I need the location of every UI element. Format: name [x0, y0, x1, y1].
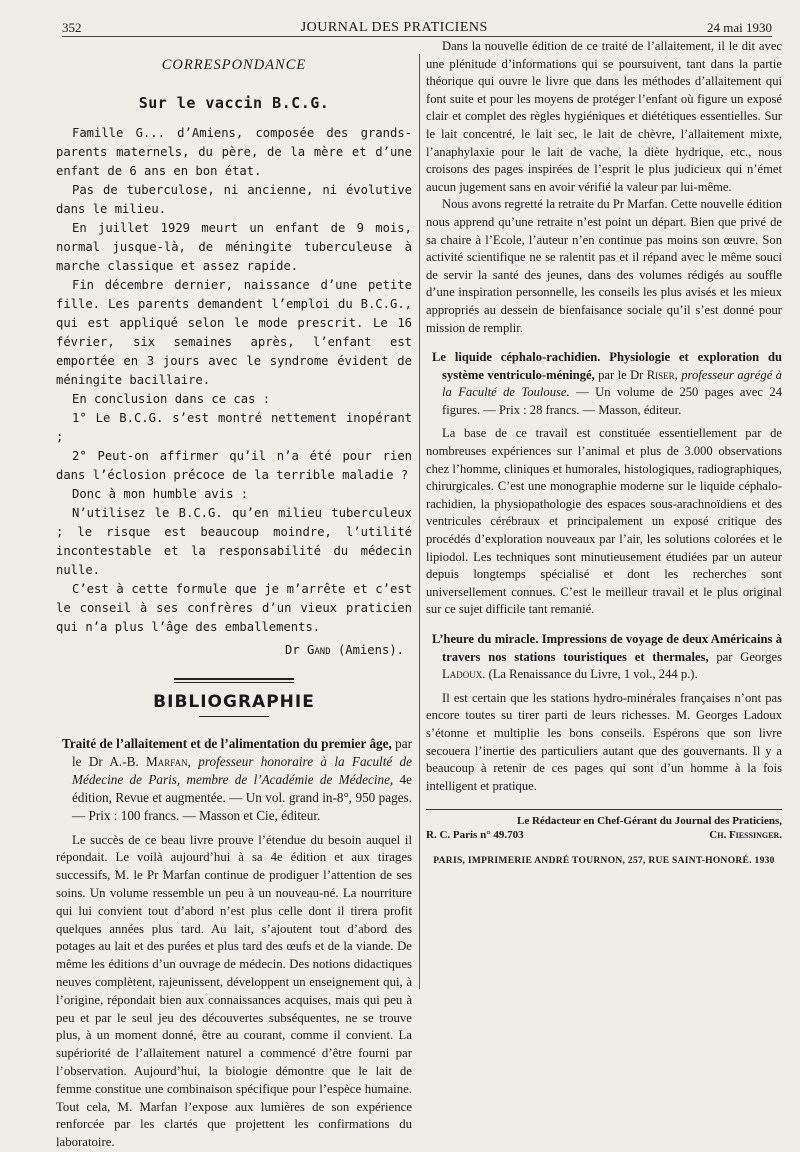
review-author-role: professeur agrégé à la Faculté de Toulouse. — [442, 367, 782, 400]
review-author-prefix: par le Dr — [598, 367, 644, 382]
letter-paragraph: Famille G... d’Amiens, composée des grands-parents maternels, du père, de la mère et d’une enfant de 6 ans en bon état. — [56, 126, 412, 179]
column-rule — [419, 54, 420, 989]
right-column — [426, 38, 782, 1059]
signature-place: (Amiens). — [337, 643, 404, 658]
letter-paragraph: En conclusion dans ce cas : — [72, 392, 271, 407]
page-number: 352 — [62, 20, 82, 35]
review-author-role: professeur honoraire à la Faculté de Médecine de Paris, membre de l’Académie de Médecine, — [72, 753, 413, 788]
review-title: Traité de l’allaitement et de l’alimentation du premier âge, — [62, 735, 392, 751]
review-author: Ladoux. — [442, 667, 486, 682]
footer-name: Ch. Fiessinger. — [709, 829, 782, 842]
footer-printer: PARIS, IMPRIMERIE ANDRÉ TOURNON, 257, RUE SAINT-HONORÉ. 1930 — [433, 856, 775, 867]
review-paragraph: Le succès de ce beau livre prouve l’étendue du besoin auquel il répondait. Le voilà aujourd’hui à sa 4e édition et aux tirages successifs, M. le Pr Marfan continue de prodiguer l’attention de ses soins. Un volume ressemble un peu à un nouveau-né. La nourriture qui lui convient tout d’abord n’est plus celle dont il tirera profit quelques années plus tard. Au lait, s’ajoutent tout d’abord des potages au lait et des purées et plus tard des œufs et de la viande. De même les éditions d’un ouvrage de médecin. Des notions didactiques neuves complètent, rajeunissent, développent un enseignement qui, à l’origine, répondait bien aux connaissances acquises, mais qui peu à peu et par le seul jeu des découvertes subséquentes, ne se trouve plus, à un moment donné, être au courant, comme il convient. La supériorité de l’allaitement naturel a commencé d’être fourni par l’observation. Aujourd’hui, la biologie démontre que le lait de femme constitue une combinaison spécifique pour l’espèce humaine. Tout cela, M. Marfan l’expose aux lumières de son expérience renforcée par les clartés que projettent les confirmations du laboratoire. — [56, 832, 412, 1150]
review-details: — Un volume de 250 pages avec 24 figures. — Prix : 28 francs. — Masson, éditeur. — [442, 385, 782, 417]
review-paragraph: Dans la nouvelle édition de ce traité de l’allaitement, il le dit avec une plénitude d’informations qui se poursuivent, tant dans la partie théorique qui ouvre le livre que dans les méthodes d’allaitement qui font suite et pour les moyens de protéger l’enfant où figure un exposé clair et complet des règles hygiéniques et diététiques essentielles. Sur le lait concentré, le lait sec, le lait de chèvre, l’allaitement mixte, l’anaphylaxie pour le lait de vache, la diète hydrique, etc., nous croisons des pages inspirées de l’esprit le plus judicieux qui n’émet aucun jugement sans en avoir vérifié la valeur par lui-même. — [426, 39, 782, 194]
review-paragraph: Il est certain que les stations hydro-minérales françaises n’ont pas encore toutes su tirer parti de leurs richesses. M. Georges Ladoux s’étonne et multiplie les bons conseils. Espérons que son livre secouera l’inertie des particuliers autant que des gouvernants. Il y a beaucoup à retenir de ces pages qui sont d’un homme à la fois intelligent et pratique. — [426, 690, 782, 793]
footer-line — [426, 828, 782, 842]
footer-rc: R. C. Paris n° 49.703 — [426, 829, 524, 842]
page-header — [62, 14, 772, 37]
letter-signature — [56, 641, 404, 660]
journal-title: JOURNAL DES PRATICIENS — [300, 20, 488, 35]
letter-paragraph: Pas de tuberculose, ni ancienne, ni évolutive dans le milieu. — [56, 183, 412, 217]
review-entry-header — [426, 349, 782, 419]
review-entry-header — [56, 735, 412, 826]
review-paragraph: Nous avons regretté la retraite du Pr Marfan. Cette nouvelle édition nous apprend qu’une retraite n’est point un départ. Bien que privé de sa chaire à l’Ecole, l’auteur n’en continue pas moins son œuvre. Son activité scientifique ne se ralentit pas et il répand avec le même souci de servir la santé des jeunes, dans des volumes rédigés au souffle d’une inspiration personnelle, les conseils les plus avisés et les mieux appropriés au dessein de bienfaisance sociale qu’il s’est donné pour mission de remplir. — [426, 197, 782, 335]
review-title: Le liquide céphalo-rachidien. Physiologie et exploration du système ventriculo-méningé, — [432, 350, 782, 382]
review-author-prefix: par Georges — [716, 649, 782, 664]
footer-rule — [426, 809, 782, 810]
letter-paragraph: 2° Peut-on affirmer qu’il n’a été pour rien dans l’éclosion précoce de la terrible maladie ? — [56, 449, 412, 483]
review-details: 4e édition, Revue et augmentée. — Un vol. grand in-8°, 950 pages. — Prix : 100 francs. — Masson et Cie, éditeur. — [72, 772, 412, 824]
section-title-correspondance: CORRESPONDANCE — [161, 57, 307, 73]
signature-name: Gand — [307, 643, 331, 658]
review-author: Riser, — [646, 367, 678, 382]
review-author: Marfan, — [146, 753, 191, 769]
signature-title: Dr — [284, 643, 300, 658]
review-entry-header — [426, 631, 782, 684]
letter-paragraph: C’est à cette formule que je m’arrête et c’est le conseil à ses confrères d’un vieux praticien qui n’a plus l’âge des emballements. — [56, 582, 412, 635]
review-title: L’heure du miracle. Impressions de voyage de deux Américains à travers nos stations touristiques et thermales, — [432, 632, 782, 664]
footer-editor: Le Rédacteur en Chef-Gérant du Journal des Praticiens, — [517, 815, 782, 828]
letter-paragraph: Donc à mon humble avis : — [72, 487, 249, 502]
letter-body — [56, 124, 412, 660]
review-details: (La Renaissance du Livre, 1 vol., 244 p.). — [488, 667, 698, 682]
letter-paragraph: En juillet 1929 meurt un enfant de 9 mois, normal jusque-là, de méningite tuberculeuse à marche classique et assez rapide. — [56, 221, 412, 274]
review-author-prefix: par le Dr A.-B. — [72, 735, 413, 769]
section-title-bibliographie: BIBLIOGRAPHIE — [153, 692, 315, 713]
letter-paragraph: Fin décembre dernier, naissance d’une petite fille. Les parents demandent l’emploi du B.C.G., qui est appliqué selon le mode prescrit. Le 16 février, six semaines après, l’enfant est emportée en 3 jours avec le syndrome évident de méningite bacillaire. — [56, 278, 412, 388]
issue-date: 24 mai 1930 — [707, 20, 772, 35]
section-divider — [174, 678, 294, 683]
letter-paragraph: 1° Le B.C.G. s’est montré nettement inopérant ; — [56, 411, 412, 445]
letter-title: Sur le vaccin B.C.G. — [138, 94, 330, 113]
section-divider — [199, 716, 269, 717]
left-column — [56, 50, 413, 1150]
review-paragraph: La base de ce travail est constituée essentiellement par de nombreuses expériences sur l’animal et plus de 3.000 observations chez l’homme, cliniques et humorales, histologiques, radiographiques, chirurgicales. C’est une monographie moderne sur le liquide céphalo-rachidien, la physiopathologie des espaces sous-arachnoïdiens et des ventricules cérébraux et principalement un exposé critique des procédés d’exploration nouveaux par l’air, les solutions colorées et le lipiodol. Les techniques sont minutieusement étudiées par un auteur depuis longtemps spécialisé et dont les recherches sont universellement connues. C’est le meilleur travail et le plus original sur ce sujet difficile tant remanié. — [426, 426, 782, 617]
letter-paragraph: N’utilisez le B.C.G. qu’en milieu tuberculeux ; le risque est beaucoup moindre, l’utilité incontestable et la responsabilité du médecin nulle. — [56, 506, 412, 578]
